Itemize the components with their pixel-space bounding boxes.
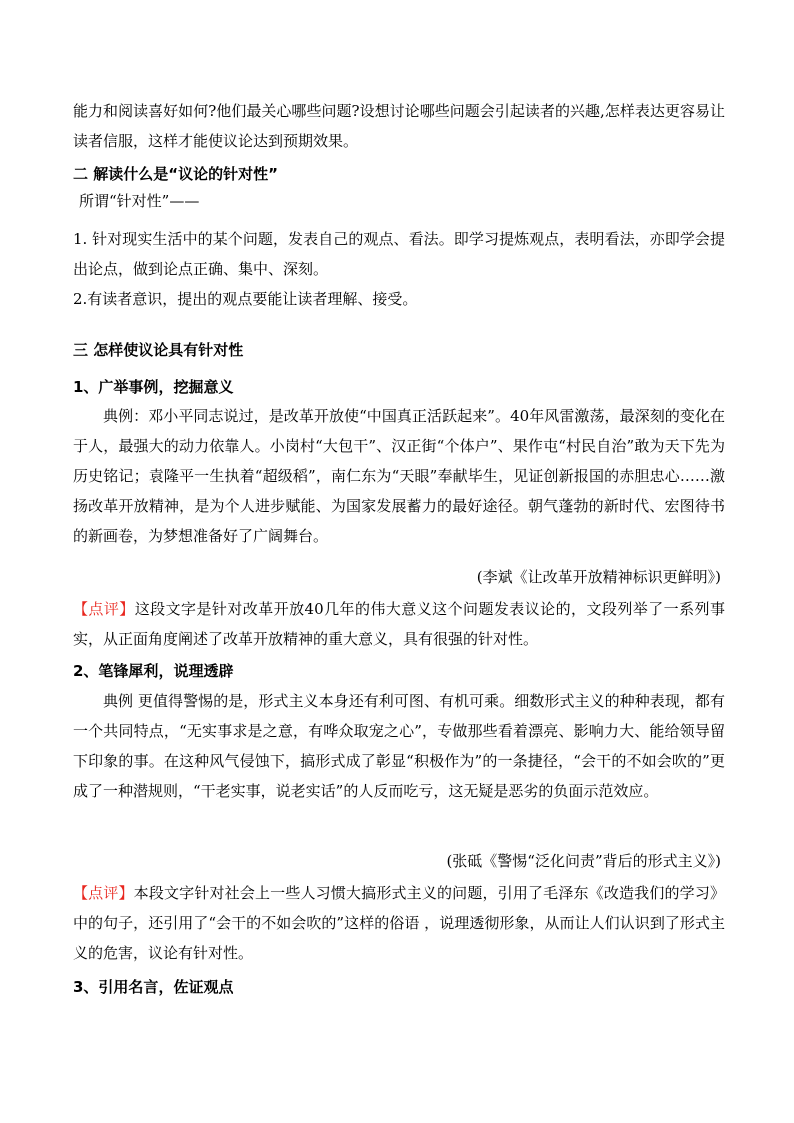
section2-point-1: 1. 针对现实生活中的某个问题，发表自己的观点、看法。即学习提炼观点，表明看法，亦即学会提出论点，做到论点正确、集中、深刻。 [73, 230, 725, 278]
method-3-title: 3、引用名言，佐证观点 [73, 978, 234, 996]
method-1-title: 1、广举事例，挖掘意义 [73, 378, 234, 396]
method-1-comment [73, 594, 725, 654]
method-2-source: (张砥《警惕“泛化问责”背后的形式主义》) [446, 852, 721, 870]
method-2-title: 2、笔锋犀利，说理透辟 [73, 662, 234, 680]
section3-heading: 三 怎样使议论具有针对性 [73, 341, 244, 359]
method-1-example: 典例：邓小平同志说过，是改革开放使“中国真正活跃起来”。40年风雷激荡，最深刻的变化在于人，最强大的动力依靠人。小岗村“大包干”、汉正街“个体户”、果作屯“村民自治”敢为天下先为历史铭记；袁隆平一生执着“超级稻”，南仁东为“天眼”奉献毕生，见证创新报国的赤胆忠心……激扬改革开放精神，是为个人进步赋能、为国家发展蓄力的最好途径。朝气蓬勃的新时代、宏图待书的新画卷，为梦想准备好了广阔舞台。 [73, 407, 725, 545]
comment-text: 这段文字是针对改革开放40几年的伟大意义这个问题发表议论的，文段列举了一系列事实，从正面角度阐述了改革开放精神的重大意义，具有很强的针对性。 [73, 600, 725, 648]
comment-text: 本段文字针对社会上一些人习惯大搞形式主义的问题，引用了毛泽东《改造我们的学习》中的句子，还引用了“会干的不如会吹的”这样的俗语 ，说理透彻形象，从而让人们认识到了形式主义的危害，议论有针对性。 [73, 884, 725, 962]
section2-point-2: 2.有读者意识，提出的观点要能让读者理解、接受。 [73, 290, 418, 308]
section2-lead: 所谓“针对性”—— [79, 192, 200, 210]
comment-tag: 【点评】 [73, 600, 135, 618]
intro-paragraph: 能力和阅读喜好如何?他们最关心哪些问题?设想讨论哪些问题会引起读者的兴趣,怎样表达更容易让读者信服，这样才能使议论达到预期效果。 [73, 102, 725, 150]
comment-tag: 【点评】 [73, 884, 134, 902]
method-2-example: 典例 更值得警惕的是，形式主义本身还有利可图、有机可乘。细数形式主义的种种表现，都有一个共同特点，“无实事求是之意，有哗众取宠之心”，专做那些看着漂亮、影响力大、能给领导留下印象的事。在这种风气侵蚀下，搞形式成了彰显“积极作为”的一条捷径，“会干的不如会吹的”更成了一种潜规则，“干老实事，说老实话”的人反而吃亏，这无疑是恶劣的负面示范效应。 [73, 692, 725, 800]
section2-heading: 二 解读什么是“议论的针对性” [73, 165, 278, 183]
method-1-source: (李斌《让改革开放精神标识更鲜明》) [476, 568, 721, 586]
method-2-comment [73, 878, 725, 968]
